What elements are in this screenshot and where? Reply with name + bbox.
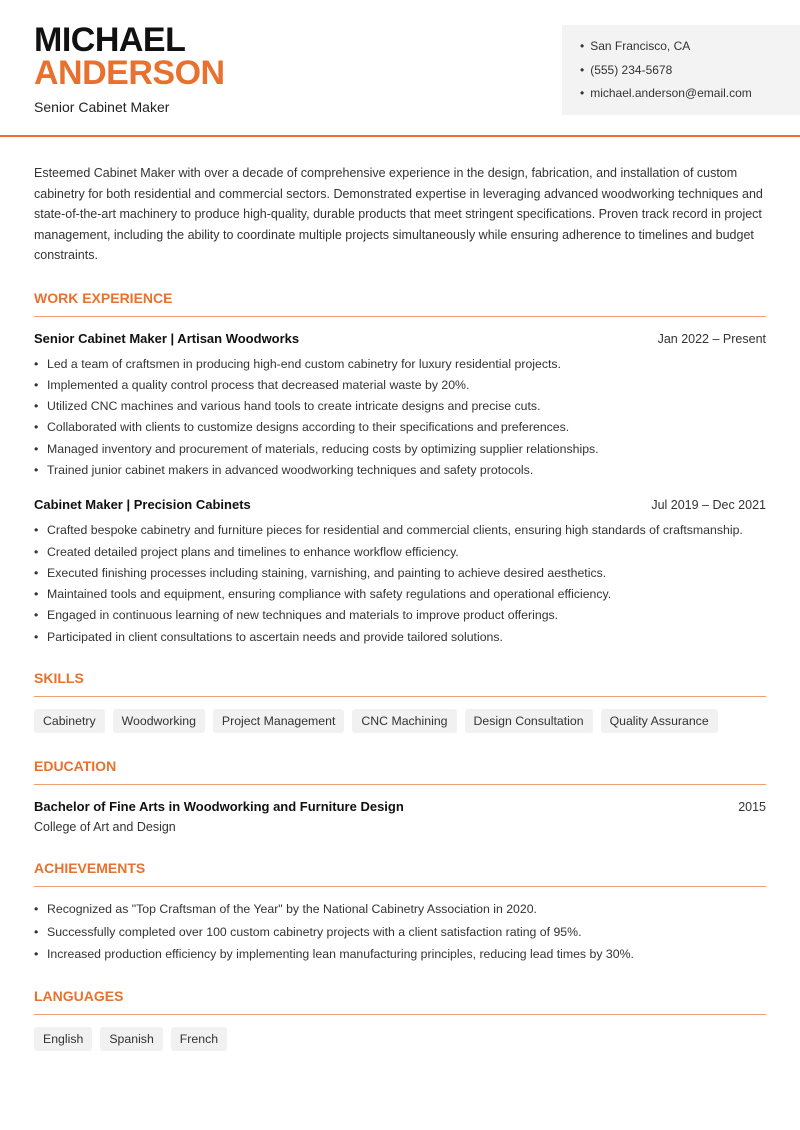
skill-tag: Project Management bbox=[213, 709, 344, 733]
skills-section bbox=[34, 668, 766, 733]
achievement-list bbox=[34, 898, 766, 966]
list-item: • Successfully completed over 100 custom cabinetry projects with a client satisfaction rating of 95%. bbox=[34, 921, 766, 944]
list-item: • Crafted bespoke cabinetry and furniture pieces for residential and commercial clients, ensuring high standards of craftsmanship. bbox=[34, 520, 766, 541]
list-item: • Implemented a quality control process that decreased material waste by 20%. bbox=[34, 375, 766, 396]
list-item: • Created detailed project plans and timelines to enhance workflow efficiency. bbox=[34, 542, 766, 563]
job-dates: Jul 2019 – Dec 2021 bbox=[651, 498, 766, 513]
list-item: • Collaborated with clients to customize designs according to their specifications and preferences. bbox=[34, 417, 766, 438]
section-heading: EDUCATION bbox=[34, 756, 766, 785]
contact-location: • San Francisco, CA bbox=[580, 35, 800, 59]
section-heading: LANGUAGES bbox=[34, 986, 766, 1015]
list-item: • Participated in client consultations to ascertain needs and provide tailored solutions. bbox=[34, 627, 766, 648]
graduation-year: 2015 bbox=[738, 800, 766, 815]
language-tag: Spanish bbox=[100, 1027, 162, 1051]
job-bullets bbox=[34, 520, 766, 648]
language-tag: French bbox=[171, 1027, 227, 1051]
work-experience-section bbox=[34, 288, 766, 649]
skill-tag: Quality Assurance bbox=[601, 709, 718, 733]
degree-name: Bachelor of Fine Arts in Woodworking and Furniture Design bbox=[34, 799, 404, 815]
language-tag: English bbox=[34, 1027, 92, 1051]
list-item: • Led a team of craftsmen in producing high-end custom cabinetry for luxury residential projects. bbox=[34, 354, 766, 375]
education-section bbox=[34, 756, 766, 837]
achievements-section bbox=[34, 858, 766, 966]
list-item: • Managed inventory and procurement of materials, reducing costs by optimizing supplier relationships. bbox=[34, 439, 766, 460]
job-bullets bbox=[34, 354, 766, 482]
language-tags bbox=[34, 1027, 766, 1051]
skill-tag: Woodworking bbox=[113, 709, 205, 733]
list-item: • Trained junior cabinet makers in advanced woodworking techniques and safety protocols. bbox=[34, 460, 766, 481]
list-item: • Maintained tools and equipment, ensuring compliance with safety regulations and operational efficiency. bbox=[34, 584, 766, 605]
last-name: ANDERSON bbox=[34, 54, 225, 92]
candidate-name bbox=[34, 21, 225, 92]
job-header bbox=[34, 329, 766, 349]
school-name: College of Art and Design bbox=[34, 820, 176, 835]
degree-header bbox=[34, 797, 766, 817]
skill-tag: Cabinetry bbox=[34, 709, 105, 733]
list-item: • Engaged in continuous learning of new techniques and materials to improve product offerings. bbox=[34, 605, 766, 626]
list-item: • Recognized as "Top Craftsman of the Year" by the National Cabinetry Association in 2020. bbox=[34, 898, 766, 921]
job-title: Cabinet Maker | Precision Cabinets bbox=[34, 497, 251, 513]
job-header bbox=[34, 495, 766, 515]
section-heading: ACHIEVEMENTS bbox=[34, 858, 766, 887]
section-heading: SKILLS bbox=[34, 668, 766, 697]
resume-header bbox=[0, 0, 800, 137]
job-title: Senior Cabinet Maker bbox=[34, 99, 170, 115]
contact-phone: • (555) 234-5678 bbox=[580, 59, 800, 83]
job-title: Senior Cabinet Maker | Artisan Woodworks bbox=[34, 330, 300, 346]
summary: Esteemed Cabinet Maker with over a decade of comprehensive experience in the design, fabrication, and installation of custom cabinetry for both residential and commercial sectors. Demonstrated expertise in leveraging advanced woodworking techniques and state-of-the-art machinery to produce high-quality, durable products that meet stringent specifications. Proven track record in project management, including the ability to coordinate multiple projects simultaneously while ensuring adherence to timelines and budget constraints. bbox=[34, 166, 763, 262]
list-item: • Utilized CNC machines and various hand tools to create intricate designs and precise cuts. bbox=[34, 396, 766, 417]
languages-section bbox=[34, 986, 766, 1051]
skill-tag: CNC Machining bbox=[352, 709, 456, 733]
section-heading: WORK EXPERIENCE bbox=[34, 288, 766, 317]
list-item: • Increased production efficiency by implementing lean manufacturing principles, reducing lead times by 30%. bbox=[34, 943, 766, 966]
skill-tags bbox=[34, 709, 766, 733]
first-name: MICHAEL bbox=[34, 21, 186, 59]
list-item: • Executed finishing processes including staining, varnishing, and painting to achieve desired aesthetics. bbox=[34, 563, 766, 584]
skill-tag: Design Consultation bbox=[465, 709, 593, 733]
job-dates: Jan 2022 – Present bbox=[657, 331, 766, 346]
contact-box bbox=[562, 25, 800, 115]
contact-email[interactable]: • michael.anderson@email.com bbox=[580, 82, 800, 106]
